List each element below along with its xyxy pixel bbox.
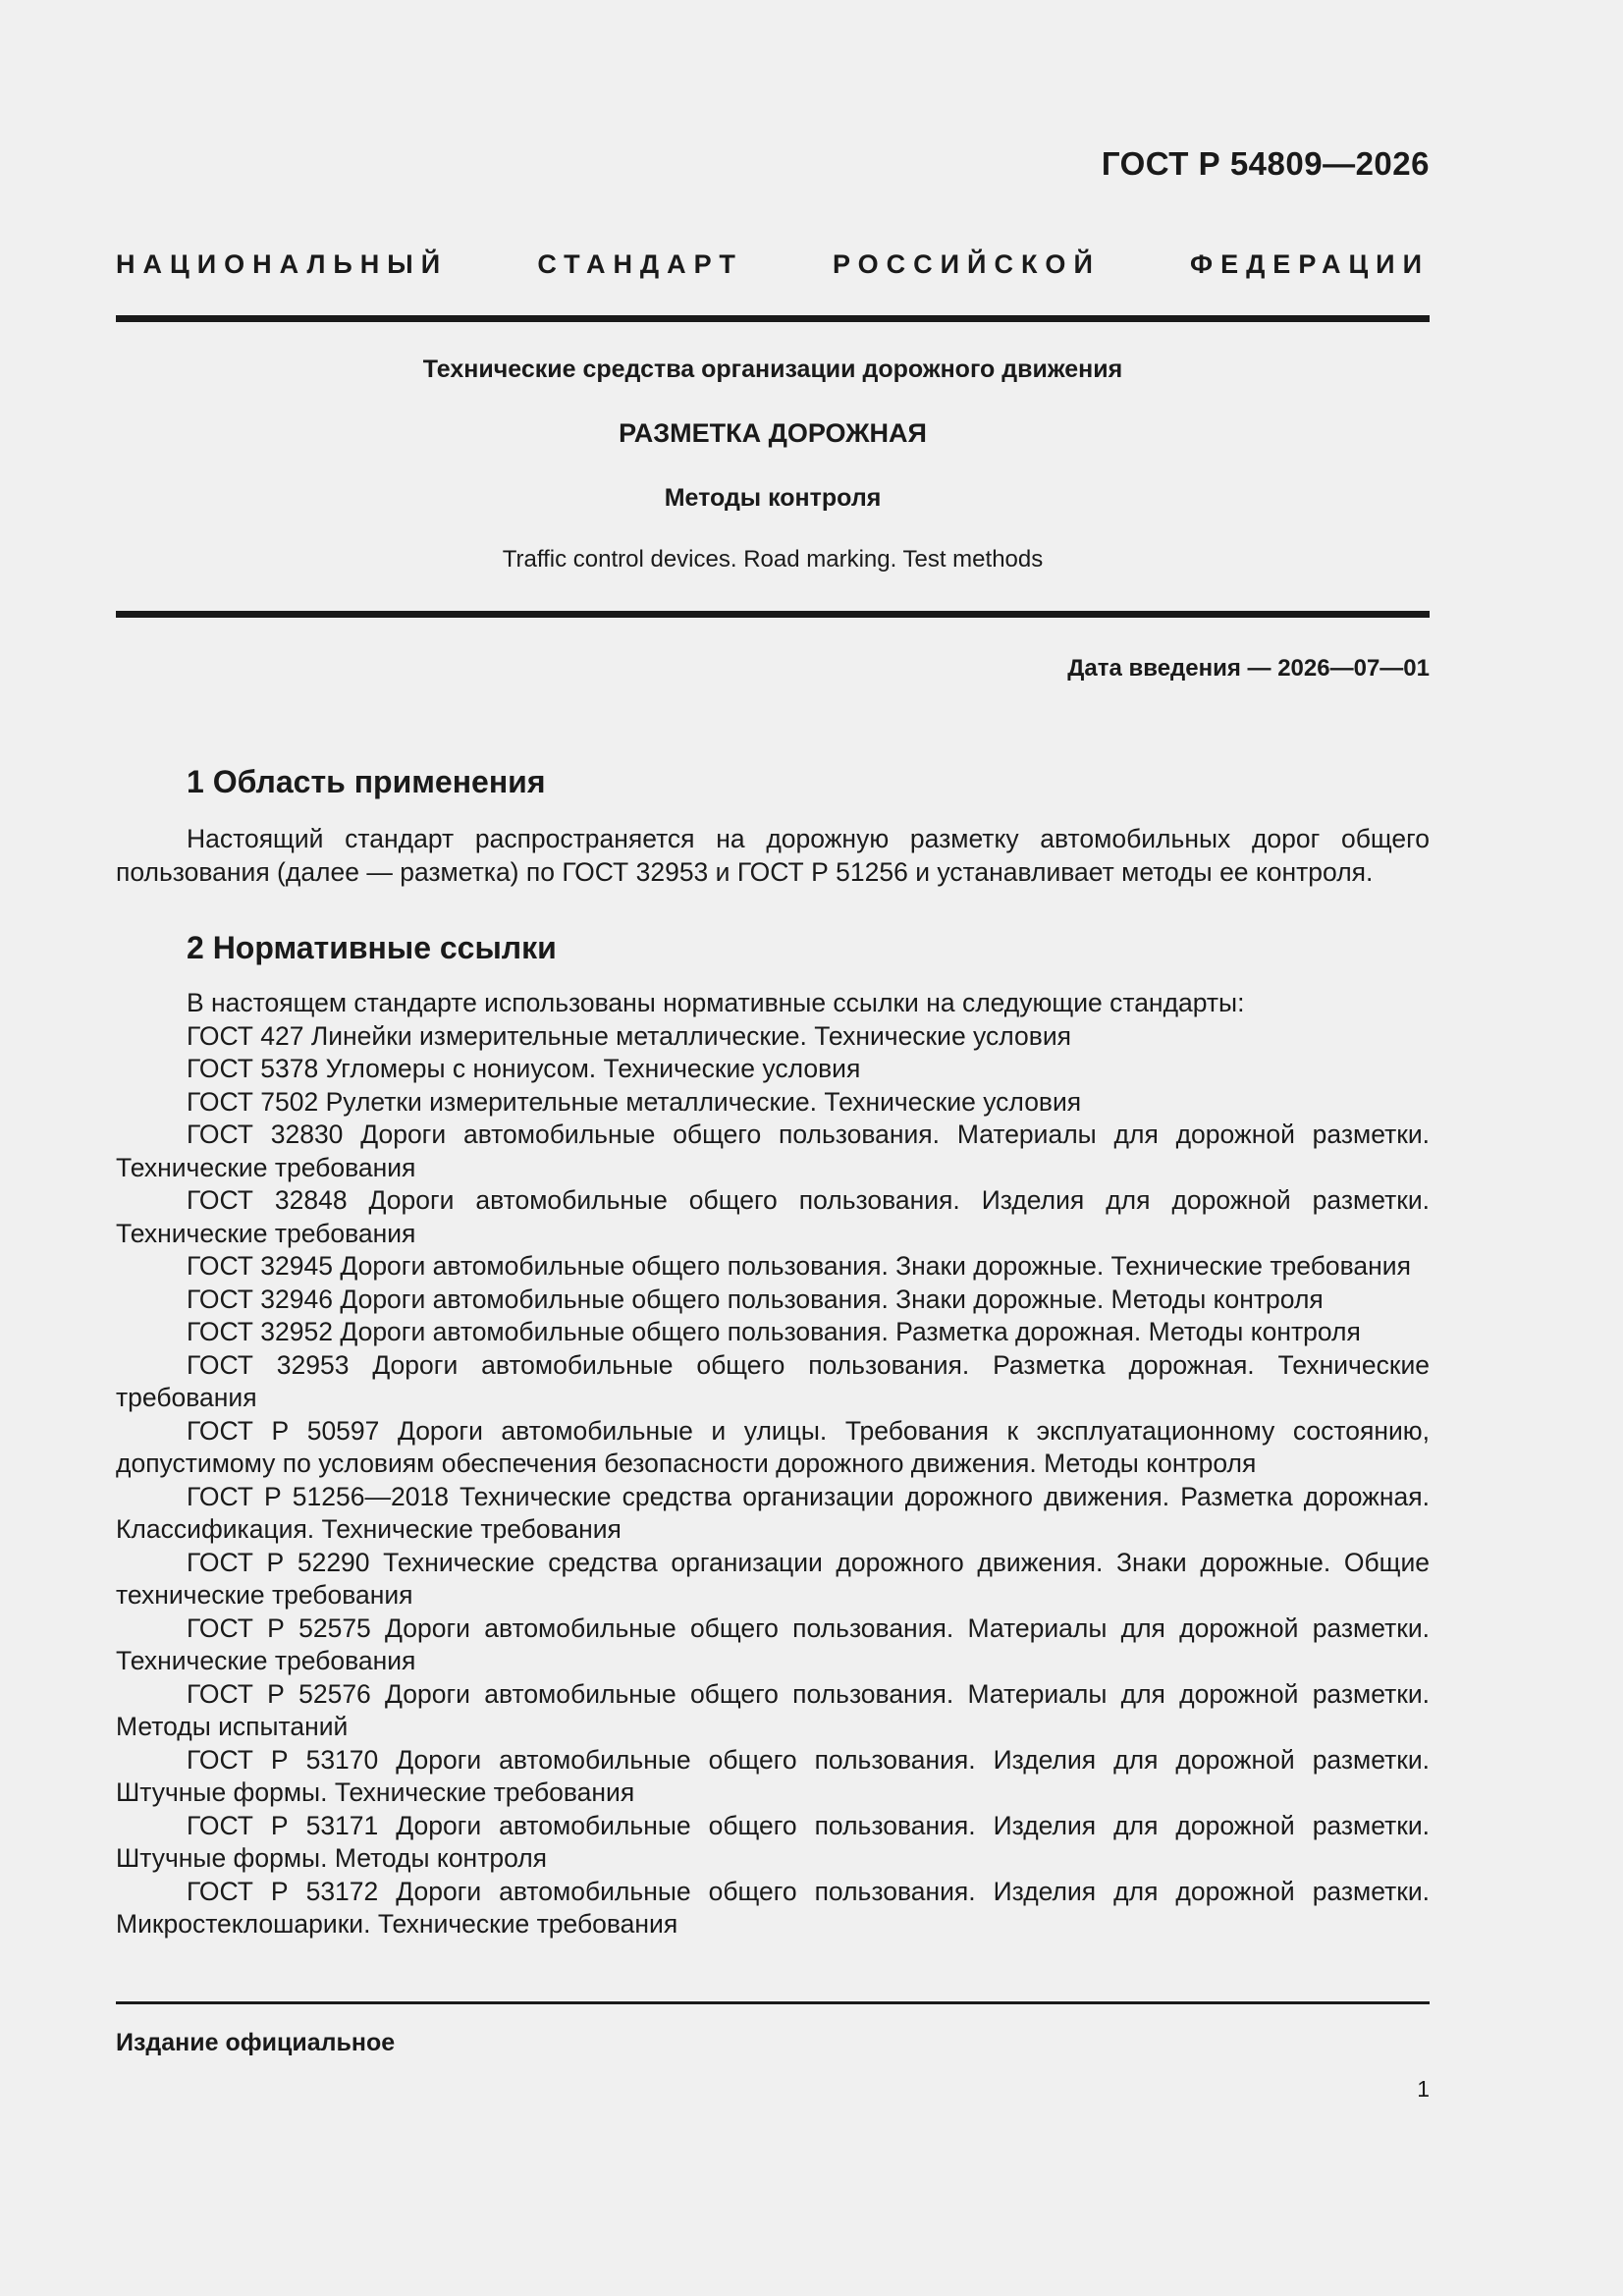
section-heading-references: 2 Нормативные ссылки [187,930,557,965]
section-heading-scope: 1 Область применения [187,764,546,799]
reference-item: ГОСТ 32946 Дороги автомобильные общего пользования. Знаки дорожные. Методы контроля [187,1284,1324,1314]
reference-item: ГОСТ Р 53170 Дороги автомобильные общего пользования. Изделия для дорожной разметки. Штучные формы. Технические требования [116,1744,1430,1807]
reference-item: ГОСТ 32953 Дороги автомобильные общего пользования. Разметка дорожная. Технические требования [116,1349,1430,1412]
document-title: РАЗМЕТКА ДОРОЖНАЯ [619,418,927,448]
introduction-date: Дата введения — 2026—07—01 [1067,655,1430,682]
reference-item: ГОСТ 32830 Дороги автомобильные общего пользования. Материалы для дорожной разметки. Технические требования [116,1120,1430,1182]
national-standard-banner: НАЦИОНАЛЬНЫЙ СТАНДАРТ РОССИЙСКОЙ ФЕДЕРАЦИИ [116,249,1430,279]
reference-item: ГОСТ Р 53171 Дороги автомобильные общего пользования. Изделия для дорожной разметки. Штучные формы. Методы контроля [116,1810,1430,1873]
document-category: Технические средства организации дорожного движения [422,355,1123,383]
reference-item: ГОСТ Р 50597 Дороги автомобильные и улицы. Требования к эксплуатационному состоянию, допустимому по условиям обеспечения безопасности дорожного движения. Методы контроля [116,1415,1430,1478]
document-number: ГОСТ Р 54809—2026 [1101,145,1430,182]
reference-item: ГОСТ Р 51256—2018 Технические средства организации дорожного движения. Разметка дорожная. Классификация. Технические требования [116,1481,1430,1544]
reference-item: ГОСТ Р 52576 Дороги автомобильные общего пользования. Материалы для дорожной разметки. Методы испытаний [116,1678,1430,1741]
title-divider [116,611,1430,618]
official-edition-label: Издание официальное [116,2029,396,2056]
footer-divider [116,2001,1430,2004]
reference-item: ГОСТ 7502 Рулетки измерительные металлические. Технические условия [187,1086,1082,1117]
reference-item: ГОСТ Р 52290 Технические средства организации дорожного движения. Знаки дорожные. Общие технические требования [116,1547,1430,1610]
reference-item: ГОСТ Р 53172 Дороги автомобильные общего пользования. Изделия для дорожной разметки. Микростеклошарики. Технические требования [116,1876,1430,1939]
header-divider [116,315,1430,322]
references-lead: В настоящем стандарте использованы нормативные ссылки на следующие стандарты: [187,988,1245,1017]
section-scope-body [116,823,1430,889]
english-title: Traffic control devices. Road marking. Test methods [502,546,1044,573]
document-page [116,0,1430,2296]
normative-references-list [116,987,1430,1941]
reference-item: ГОСТ 5378 Угломеры с нониусом. Технические условия [187,1054,861,1083]
reference-item: ГОСТ 32848 Дороги автомобильные общего пользования. Изделия для дорожной разметки. Технические требования [116,1185,1430,1248]
reference-item: ГОСТ Р 52575 Дороги автомобильные общего пользования. Материалы для дорожной разметки. Технические требования [116,1613,1430,1675]
page-number: 1 [1417,2076,1430,2102]
reference-item: ГОСТ 427 Линейки измерительные металлические. Технические условия [187,1020,1071,1051]
reference-item: ГОСТ 32952 Дороги автомобильные общего пользования. Разметка дорожная. Методы контроля [187,1317,1361,1346]
document-subtitle: Методы контроля [664,484,882,512]
reference-item: ГОСТ 32945 Дороги автомобильные общего пользования. Знаки дорожные. Технические требования [187,1251,1411,1281]
scope-paragraph: Настоящий стандарт распространяется на дорожную разметку автомобильных дорог общего пользования (далее — разметка) по ГОСТ 32953 и ГОСТ Р 51256 и устанавливает методы ее контроля. [116,824,1430,887]
